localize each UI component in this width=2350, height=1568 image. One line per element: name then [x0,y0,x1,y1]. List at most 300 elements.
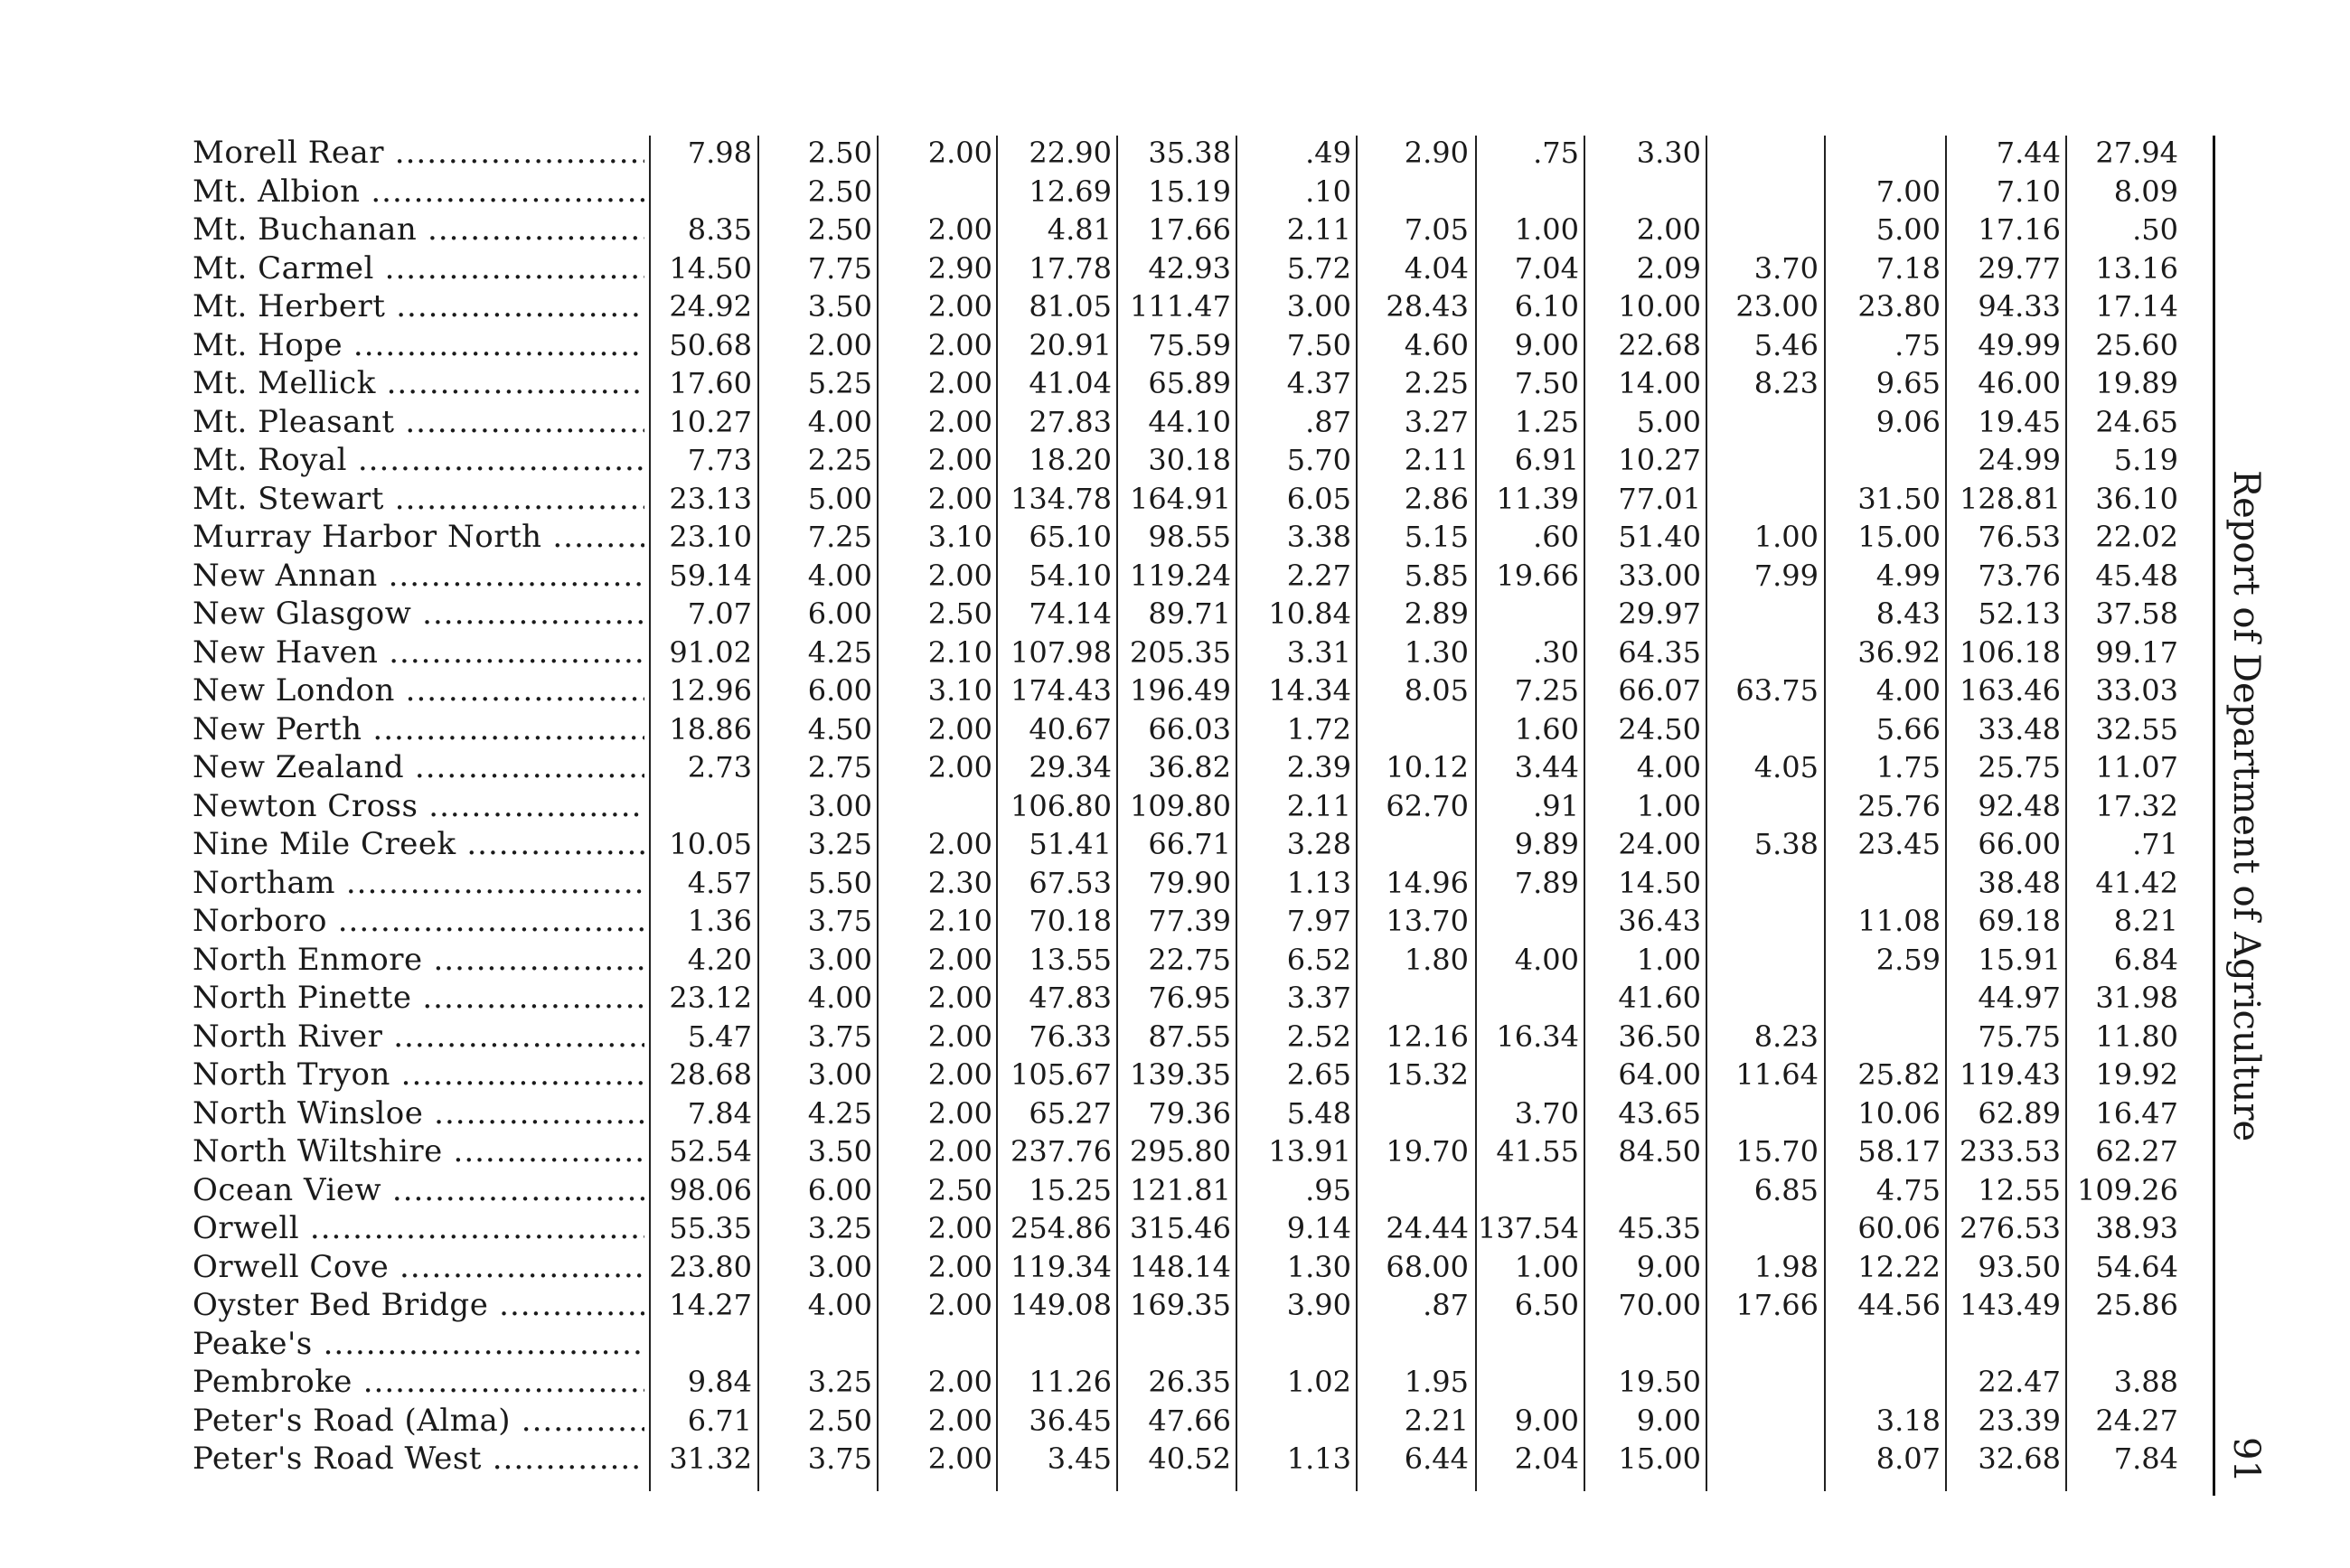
table-cell: 33.03 [2095,673,2178,708]
table-cell: 2.65 [1286,1057,1351,1092]
table-cell: 13.91 [1268,1134,1351,1169]
table-cell: 121.81 [1130,1172,1231,1207]
table-cell: 2.00 [927,827,992,861]
table-cell: 6.52 [1286,942,1351,977]
table-cell: 55.35 [669,1211,752,1245]
table-cell: 4.00 [807,404,872,439]
table-cell: 4.99 [1875,558,1941,593]
table-row [0,1325,2223,1364]
table-cell: 9.00 [1514,327,1579,362]
table-cell: 139.35 [1130,1057,1231,1092]
table-cell: 7.10 [1996,174,2061,209]
table-cell: 14.96 [1386,865,1469,900]
table-cell: 32.55 [2095,711,2178,746]
table-cell: 2.89 [1404,596,1469,631]
table-cell: 15.00 [1618,1441,1701,1476]
table-cell: 37.58 [2095,596,2178,631]
table-cell: 9.84 [687,1365,752,1399]
table-cell: 12.22 [1857,1249,1941,1284]
table-cell: 2.50 [807,136,872,170]
table-cell: .91 [1533,788,1579,823]
table-cell: 4.37 [1286,366,1351,400]
table-row [0,403,2223,442]
table-cell: 62.89 [1978,1095,2061,1131]
table-row [0,364,2223,403]
table-cell: 33.00 [1618,558,1701,593]
table-cell: 106.18 [1960,634,2061,670]
table-cell: 75.75 [1978,1019,2061,1054]
table-cell: 65.27 [1029,1095,1112,1131]
table-cell: .71 [2132,827,2178,861]
table-cell: 77.01 [1618,481,1701,516]
table-cell: 2.00 [927,366,992,400]
table-cell: 23.12 [669,981,752,1015]
table-cell: 2.00 [927,1095,992,1131]
table-row [0,1248,2223,1287]
table-cell: 3.38 [1286,520,1351,554]
row-name: Pembroke ..... [193,1363,644,1402]
table-cell: .75 [1533,136,1579,170]
row-name: North River ..... [193,1018,644,1056]
table-cell: 4.00 [1514,942,1579,977]
table-cell: 4.75 [1875,1172,1941,1207]
table-cell: 3.18 [1875,1403,1941,1438]
table-cell: 63.75 [1735,673,1819,708]
table-cell: 28.68 [669,1057,752,1092]
table-cell: 7.00 [1875,174,1941,209]
table-cell: .50 [2132,212,2178,247]
table-cell: 1.00 [1753,520,1819,554]
table-cell: 10.06 [1857,1095,1941,1131]
table-cell: 2.00 [927,558,992,593]
table-cell: 9.65 [1875,366,1941,400]
row-name: North Wiltshire ..... [193,1132,644,1171]
table-cell: 22.68 [1618,327,1701,362]
table-cell: 17.32 [2095,788,2178,823]
row-name: Mt. Pleasant ..... [193,403,644,442]
table-cell: 3.28 [1286,827,1351,861]
table-cell: 25.75 [1978,750,2061,784]
table-cell: 23.80 [1857,289,1941,324]
table-cell: 99.17 [2095,634,2178,670]
table-cell: 2.50 [807,212,872,247]
row-name: New Haven ..... [193,634,644,672]
table-cell: .87 [1305,404,1351,439]
table-cell: 3.45 [1047,1441,1112,1476]
table-cell: 237.76 [1010,1134,1112,1169]
table-cell: 44.56 [1857,1288,1941,1322]
table-cell: 1.72 [1286,711,1351,746]
table-cell: 41.42 [2095,865,2178,900]
table-cell: 2.00 [927,1211,992,1245]
table-cell: 3.75 [807,1019,872,1054]
table-cell: 69.18 [1978,904,2061,938]
table-cell: 15.91 [1978,942,2061,977]
table-cell: 2.25 [807,443,872,477]
table-cell: 4.00 [807,981,872,1015]
table-cell: 31.98 [2095,981,2178,1015]
table-row [0,134,2223,173]
table-cell: 143.49 [1960,1288,2061,1322]
table-cell: .87 [1423,1288,1469,1322]
table-cell: 41.60 [1618,981,1701,1015]
table-cell: .95 [1305,1172,1351,1207]
table-cell: 98.55 [1148,520,1231,554]
table-cell: 1.25 [1514,404,1579,439]
table-cell: 3.75 [807,1441,872,1476]
table-cell: 4.00 [807,1288,872,1322]
table-cell: 5.00 [1875,212,1941,247]
table-cell: 1.00 [1636,942,1701,977]
table-cell: 50.68 [669,327,752,362]
table-cell: 2.00 [927,1403,992,1438]
table-cell: 44.10 [1148,404,1231,439]
table-cell: 128.81 [1960,481,2061,516]
table-cell: 2.00 [927,1441,992,1476]
table-cell: 3.88 [2113,1365,2178,1399]
table-cell: 12.16 [1386,1019,1469,1054]
table-cell: 74.14 [1029,596,1112,631]
table-cell: 4.60 [1404,327,1469,362]
table-cell: 2.00 [927,443,992,477]
table-cell: 174.43 [1010,673,1112,708]
table-cell: 9.89 [1514,827,1579,861]
table-row [0,1209,2223,1248]
table-cell: 5.38 [1753,827,1819,861]
table-cell: 76.95 [1148,981,1231,1015]
table-cell: 19.50 [1618,1365,1701,1399]
table-cell: 14.50 [1618,865,1701,900]
row-name: Mt. Buchanan ..... [193,211,644,249]
table-cell: 1.00 [1514,212,1579,247]
table-cell: 7.73 [687,443,752,477]
table-cell: 19.70 [1386,1134,1469,1169]
row-name: Newton Cross ..... [193,787,644,826]
row-name: North Winsloe ..... [193,1094,644,1133]
row-name: Ocean View ..... [193,1171,644,1210]
table-cell: 3.10 [927,520,992,554]
table-cell: 7.05 [1404,212,1469,247]
table-row [0,864,2223,903]
row-name: North Enmore ..... [193,941,644,980]
table-cell: 119.43 [1960,1057,2061,1092]
table-cell: 6.00 [807,673,872,708]
table-row [0,787,2223,826]
table-cell: 2.00 [927,1365,992,1399]
table-cell: 36.10 [2095,481,2178,516]
table-cell: 6.71 [687,1403,752,1438]
table-cell: 1.13 [1286,865,1351,900]
table-cell: 196.49 [1130,673,1231,708]
table-cell: 137.54 [1478,1211,1579,1245]
table-cell: 32.68 [1978,1441,2061,1476]
table-row [0,211,2223,249]
table-cell: 5.66 [1875,711,1941,746]
table-cell: 3.90 [1286,1288,1351,1322]
table-cell: 1.80 [1404,942,1469,977]
table-cell: 119.24 [1130,558,1231,593]
table-cell: 11.08 [1857,904,1941,938]
table-cell: 66.03 [1148,711,1231,746]
table-cell: 2.11 [1404,443,1469,477]
table-cell: 4.25 [807,634,872,670]
row-name: Mt. Mellick ..... [193,364,644,403]
table-cell: 3.27 [1404,404,1469,439]
table-row [0,941,2223,980]
table-cell: 33.48 [1978,711,2061,746]
table-cell: 2.00 [927,1057,992,1092]
page-number: 91 [2225,1437,2267,1483]
table-cell: 14.34 [1268,673,1351,708]
row-name: New Perth ..... [193,710,644,749]
table-cell: 11.80 [2095,1019,2178,1054]
table-cell: 12.96 [669,673,752,708]
table-row [0,518,2223,557]
table-cell: 40.52 [1148,1441,1231,1476]
table-cell: .75 [1894,327,1941,362]
table-cell: 1.36 [687,904,752,938]
table-cell: 3.00 [807,1249,872,1284]
table-cell: 9.14 [1286,1211,1351,1245]
table-cell: 8.23 [1753,1019,1819,1054]
table-cell: 11.07 [2095,750,2178,784]
table-cell: 5.48 [1286,1095,1351,1131]
table-cell: 87.55 [1148,1019,1231,1054]
table-cell: .60 [1533,520,1579,554]
table-cell: .49 [1305,136,1351,170]
table-cell: 47.66 [1148,1403,1231,1438]
table-cell: 68.00 [1386,1249,1469,1284]
table-row [0,441,2223,480]
table-cell: 54.64 [2095,1249,2178,1284]
table-cell: 15.32 [1386,1057,1469,1092]
table-cell: 6.10 [1514,289,1579,324]
table-cell: 2.00 [927,711,992,746]
table-cell: 22.47 [1978,1365,2061,1399]
table-cell: 36.82 [1148,750,1231,784]
table-cell: 119.34 [1010,1249,1112,1284]
table-cell: 7.25 [807,520,872,554]
table-cell: 35.38 [1148,136,1231,170]
table-cell: 49.99 [1978,327,2061,362]
table-cell: 6.50 [1514,1288,1579,1322]
table-cell: 2.50 [927,596,992,631]
table-cell: 6.00 [807,1172,872,1207]
row-name: Mt. Royal ..... [193,441,644,480]
table-cell: 2.50 [807,174,872,209]
table-cell: 10.12 [1386,750,1469,784]
row-name: New Annan ..... [193,557,644,596]
table-cell: 3.70 [1514,1095,1579,1131]
table-cell: 36.50 [1618,1019,1701,1054]
table-cell: 30.18 [1148,443,1231,477]
row-name: Peter's Road (Alma) ..... [193,1402,644,1441]
table-cell: 31.32 [669,1441,752,1476]
table-row [0,1402,2223,1441]
table-cell: 17.14 [2095,289,2178,324]
table-row [0,825,2223,864]
table-cell: 2.00 [927,1019,992,1054]
table-cell: 107.98 [1010,634,1112,670]
table-cell: 4.20 [687,942,752,977]
table-cell: 7.89 [1514,865,1579,900]
table-cell: 25.86 [2095,1288,2178,1322]
table-row [0,480,2223,519]
row-name: Morell Rear ..... [193,134,644,173]
table-cell: 2.10 [927,904,992,938]
table-cell: 14.00 [1618,366,1701,400]
table-cell: 1.13 [1286,1441,1351,1476]
table-cell: 29.97 [1618,596,1701,631]
table-cell: 15.25 [1029,1172,1112,1207]
table-cell: 295.80 [1130,1134,1231,1169]
table-cell: 1.00 [1636,788,1701,823]
table-cell: 10.27 [669,404,752,439]
table-cell: 6.91 [1514,443,1579,477]
table-cell: 6.44 [1404,1441,1469,1476]
table-cell: 60.06 [1857,1211,1941,1245]
table-cell: 8.05 [1404,673,1469,708]
table-cell: 2.00 [927,289,992,324]
table-cell: 4.81 [1047,212,1112,247]
table-cell: 7.84 [2113,1441,2178,1476]
table-row [0,634,2223,672]
table-cell: 2.00 [927,404,992,439]
table-cell: 2.09 [1636,250,1701,286]
table-row [0,1440,2223,1479]
row-name: Mt. Albion ..... [193,173,644,211]
table-cell: 65.89 [1148,366,1231,400]
table-cell: 164.91 [1130,481,1231,516]
table-cell: 23.13 [669,481,752,516]
table-cell: 45.48 [2095,558,2178,593]
table-cell: 1.00 [1514,1249,1579,1284]
table-cell: 3.44 [1514,750,1579,784]
table-cell: 11.26 [1029,1365,1112,1399]
table-cell: 233.53 [1960,1134,2061,1169]
table-cell: 134.78 [1010,481,1112,516]
row-name: North Tryon ..... [193,1056,644,1094]
table-cell: 2.10 [927,634,992,670]
table-cell: 10.27 [1618,443,1701,477]
table-cell: 7.50 [1286,327,1351,362]
table-cell: 2.00 [927,1249,992,1284]
table-cell: 46.00 [1978,366,2061,400]
table-cell: 163.46 [1960,673,2061,708]
row-name: Northam ..... [193,864,644,903]
table-cell: 3.25 [807,827,872,861]
table-cell: 15.19 [1148,174,1231,209]
table-cell: 26.35 [1148,1365,1231,1399]
table-cell: 25.82 [1857,1057,1941,1092]
table-row [0,287,2223,326]
table-cell: 2.04 [1514,1441,1579,1476]
table-cell: 45.35 [1618,1211,1701,1245]
table-cell: 62.27 [2095,1134,2178,1169]
table-cell: 7.97 [1286,904,1351,938]
running-header: Report of Department of Agriculture [2225,470,2267,1142]
table-cell: 12.69 [1029,174,1112,209]
table-cell: 2.00 [927,750,992,784]
table-cell: 5.25 [807,366,872,400]
table-cell: 105.67 [1010,1057,1112,1092]
table-cell: 148.14 [1130,1249,1231,1284]
row-name: Norboro ..... [193,902,644,941]
table-cell: .10 [1305,174,1351,209]
table-cell: 38.93 [2095,1211,2178,1245]
table-cell: 16.34 [1496,1019,1579,1054]
table-cell: 18.86 [669,711,752,746]
table-cell: 8.07 [1875,1441,1941,1476]
table-cell: 2.00 [1636,212,1701,247]
table-cell: 67.53 [1029,865,1112,900]
table-row [0,595,2223,634]
table-cell: 5.15 [1404,520,1469,554]
table-cell: 4.00 [1875,673,1941,708]
table-cell: 3.00 [807,942,872,977]
table-cell: 109.26 [2077,1172,2178,1207]
table-cell: 7.75 [807,250,872,286]
table-cell: 2.00 [927,327,992,362]
table-cell: 3.00 [807,1057,872,1092]
table-cell: 18.20 [1029,443,1112,477]
table-cell: 38.48 [1978,865,2061,900]
table-cell: 51.40 [1618,520,1701,554]
table-row [0,748,2223,787]
table-cell: 2.00 [927,481,992,516]
table-cell: 2.11 [1286,788,1351,823]
table-cell: 29.77 [1978,250,2061,286]
row-name: Mt. Herbert ..... [193,287,644,326]
table-cell: 12.55 [1978,1172,2061,1207]
table-cell: 2.25 [1404,366,1469,400]
table-cell: 2.00 [927,136,992,170]
table-cell: 11.64 [1735,1057,1819,1092]
table-cell: 58.17 [1857,1134,1941,1169]
table-cell: 66.07 [1618,673,1701,708]
table-row [0,1286,2223,1325]
table-cell: 1.02 [1286,1365,1351,1399]
table-row [0,671,2223,710]
table-cell: .30 [1533,634,1579,670]
table-cell: 2.90 [1404,136,1469,170]
table-cell: 65.10 [1029,520,1112,554]
table-cell: 62.70 [1386,788,1469,823]
table-cell: 13.70 [1386,904,1469,938]
table-cell: 29.34 [1029,750,1112,784]
table-cell: 2.00 [927,942,992,977]
table-cell: 7.98 [687,136,752,170]
table-cell: 64.00 [1618,1057,1701,1092]
table-cell: 93.50 [1978,1249,2061,1284]
table-cell: 8.21 [2113,904,2178,938]
table-cell: 2.00 [927,1134,992,1169]
table-cell: 52.54 [669,1134,752,1169]
table-cell: 22.02 [2095,520,2178,554]
table-row [0,326,2223,365]
table-cell: 9.00 [1636,1249,1701,1284]
table-cell: 2.00 [927,981,992,1015]
table-cell: 2.86 [1404,481,1469,516]
table-cell: 89.71 [1148,596,1231,631]
row-name: New London ..... [193,671,644,710]
table-row [0,1094,2223,1133]
table-cell: 76.33 [1029,1019,1112,1054]
table-cell: 5.19 [2113,443,2178,477]
row-name: Mt. Hope ..... [193,326,644,365]
table-cell: 3.00 [1286,289,1351,324]
table-cell: 17.66 [1735,1288,1819,1322]
